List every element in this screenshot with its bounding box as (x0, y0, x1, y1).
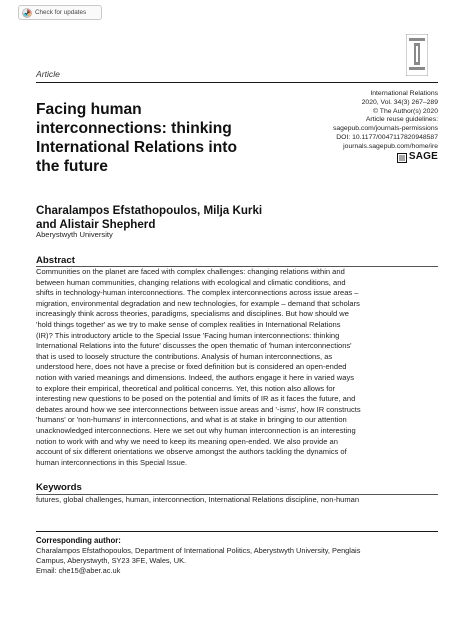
abstract-line: 'hold things together' as we try to make sense of complex realities in International Relations (36, 319, 341, 329)
check-for-updates-label: Check for updates (35, 9, 87, 16)
title-line: the future (36, 158, 108, 175)
footer-divider (36, 531, 438, 532)
title-line: International Relations into (36, 139, 237, 156)
journal-volume: 2020, Vol. 34(3) 267–289 (361, 98, 438, 106)
abstract-line: account of six different orientations we observe amongst the authors tackling the dynamics of (36, 447, 347, 457)
check-updates-icon (22, 8, 32, 18)
header-divider (36, 82, 438, 83)
abstract-line: 'humans' or 'non-humans' in interconnections, and what is at stake in bringing to our attention (36, 415, 347, 425)
corresponding-line: Charalampos Efstathopoulos, Department of International Politics, Aberystwyth University, Penglais (36, 546, 361, 555)
abstract-line: notion with varied meanings and dimensions. Indeed, the authors engage it here in varied ways (36, 372, 355, 382)
doi[interactable]: DOI: 10.1177/0047117820948587 (336, 133, 438, 141)
abstract-heading: Abstract (36, 255, 75, 266)
sage-logo-icon (397, 153, 407, 163)
authors-line: and Alistair Shepherd (36, 217, 156, 231)
publisher-logo (278, 153, 438, 163)
reuse-guidelines-label: Article reuse guidelines: (365, 116, 438, 124)
abstract-line: migration, environmental degradation and new technologies, for example – demand that scholars (36, 298, 360, 308)
authors (36, 204, 356, 232)
abstract-line: unacknowledged interconnections. Here we set out why human interconnection is an interesting (36, 425, 356, 435)
journal-home-link[interactable]: journals.sagepub.com/home/ire (343, 142, 438, 150)
article-title (36, 100, 276, 176)
abstract-line: Communities on the planet are faced with complex challenges: changing relations within and (36, 267, 345, 276)
check-for-updates-badge[interactable] (18, 5, 102, 20)
keywords-heading: Keywords (36, 482, 82, 493)
abstract-line: debates around how we see interconnections between issue areas and '-isms', how IR constructs (36, 404, 361, 414)
journal-copyright: © The Author(s) 2020 (373, 107, 438, 115)
abstract-line: notion to work with and why we need to keep its meaning open-ended. We also provide an (36, 436, 338, 446)
abstract-line: (IR)? This introductory article to the Special Issue 'Facing human interconnections: thinking (36, 330, 340, 340)
abstract-line: shifts in technology-human interconnections. The complex interconnections across issue areas – (36, 288, 359, 298)
abstract-line: interesting new questions to be posed on the potential and limits of IR as it faces the future, and (36, 394, 356, 404)
keywords-list: futures, global challenges, human, interconnection, International Relations discipline, non-human (36, 495, 360, 504)
corresponding-author-details (36, 546, 438, 576)
journal-info (278, 90, 438, 163)
abstract-line: human interconnections in this Special Issue. (36, 457, 188, 467)
permissions-link[interactable]: sagepub.com/journals-permissions (332, 125, 438, 133)
corresponding-line: Campus, Aberystwyth, SY23 3FE, Wales, UK. (36, 556, 187, 565)
abstract-line: to explore their empirical, theoretical and political concerns. Yet, this notion also allows for (36, 383, 336, 393)
title-line: interconnections: thinking (36, 120, 232, 137)
abstract-line: between human communities, changing relations with ecological and climatic conditions, and (36, 277, 346, 287)
title-line: Facing human (36, 101, 142, 118)
publisher-name: SAGE (408, 151, 438, 163)
corresponding-email[interactable]: Email: che15@aber.ac.uk (36, 566, 121, 575)
abstract-line: International Relations into the future' discusses the open thematic of 'human interconnections' (36, 341, 352, 351)
article-type-label: Article (36, 69, 60, 79)
corresponding-author-heading: Corresponding author: (36, 536, 121, 545)
abstract-line: understood here, does not have a precise or fixed definition but is considered an open-ended (36, 362, 347, 372)
journal-logo-icon (406, 34, 428, 76)
affiliation: Aberystwyth University (36, 230, 113, 239)
abstract-line: that is used to loosely structure the contributions. Analysis of human interconnections, as (36, 351, 333, 361)
journal-name: International Relations (370, 90, 438, 97)
authors-line: Charalampos Efstathopoulos, Milja Kurki (36, 204, 263, 217)
abstract-body (36, 267, 438, 468)
abstract-line: increasingly think across theories, paradigms, specialisms and disciplines. But how should we (36, 309, 349, 319)
